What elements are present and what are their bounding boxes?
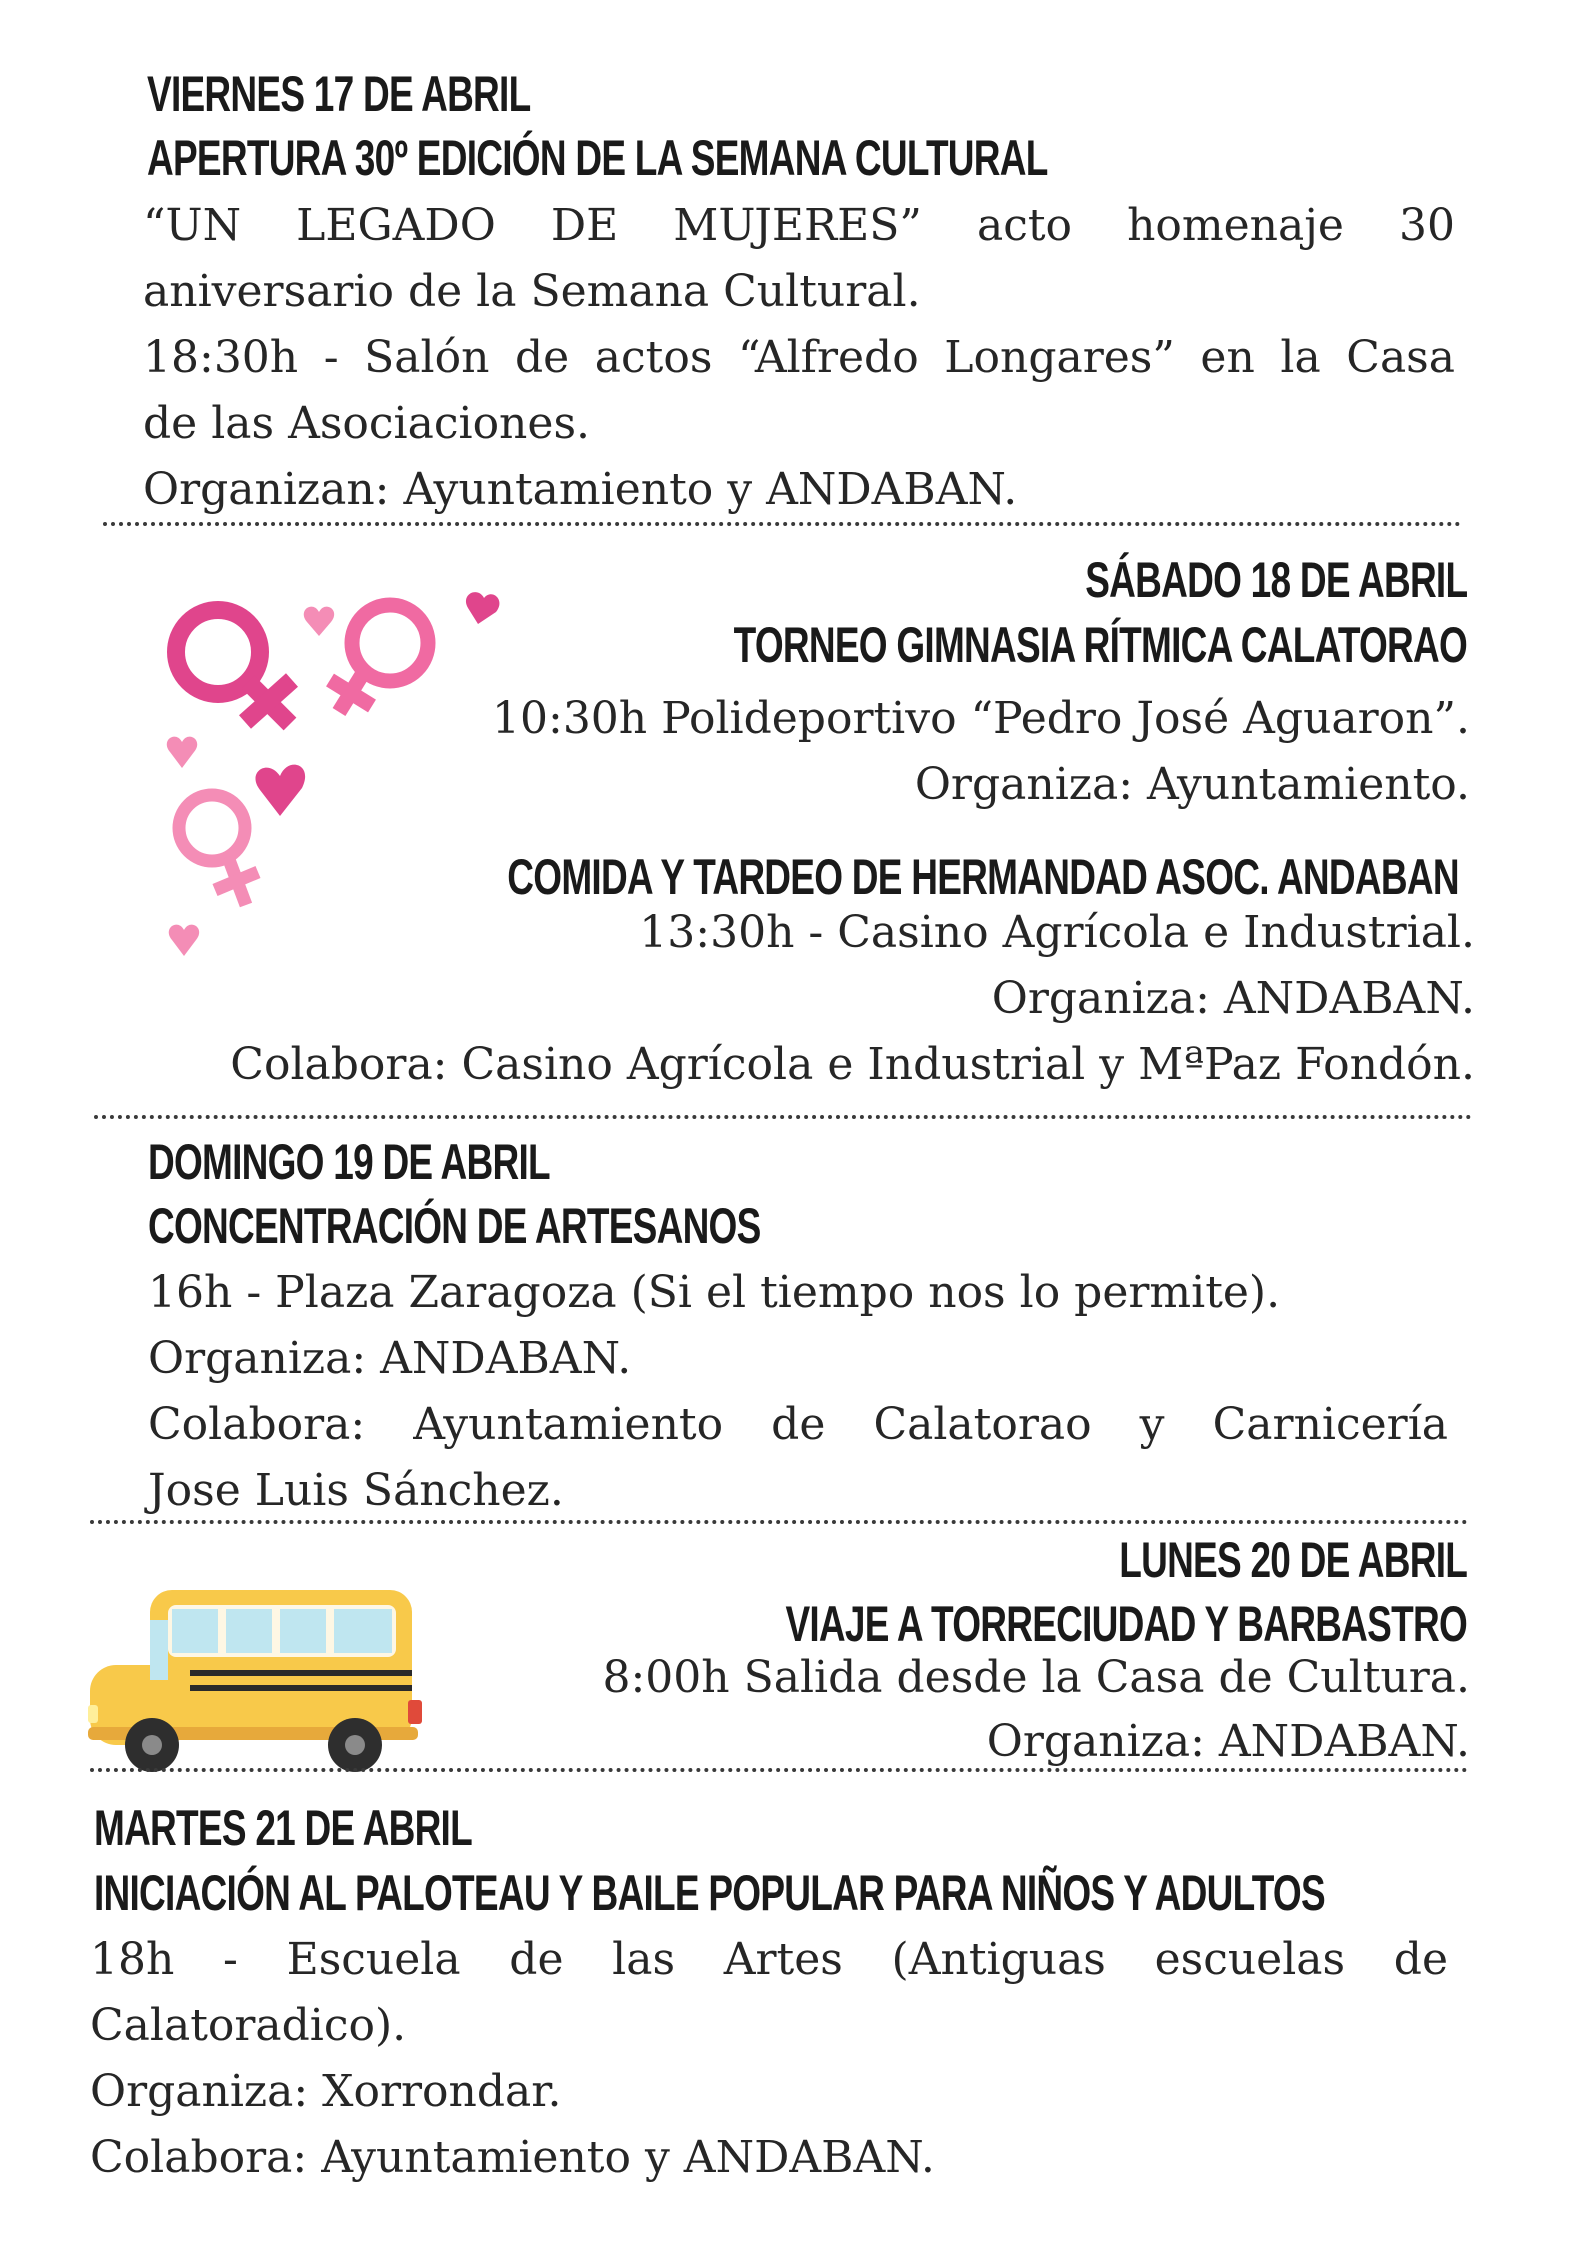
event-text-line: 18h - Escuela de las Artes (Antiguas escuelas de bbox=[90, 1934, 1448, 1985]
school-bus-icon bbox=[85, 1585, 430, 1780]
heart-icon bbox=[167, 737, 197, 768]
event-organizer: Organiza: ANDABAN. bbox=[986, 1716, 1470, 1767]
event-text-line: de las Asociaciones. bbox=[143, 398, 591, 449]
section-divider bbox=[103, 522, 1461, 526]
event-text-line: 18:30h - Salón de actos “Alfredo Longares” en la Casa bbox=[143, 332, 1455, 383]
event-text-line: Calatoradico). bbox=[90, 2000, 407, 2051]
event-collaborator: Colabora: Casino Agrícola e Industrial y MªPaz Fondón. bbox=[230, 1039, 1475, 1090]
event-title-paloteau: INICIACIÓN AL PALOTEAU Y BAILE POPULAR PARA NIÑOS Y ADULTOS bbox=[94, 1865, 1325, 1921]
event-text-line: 16h - Plaza Zaragoza (Si el tiempo nos lo permite). bbox=[148, 1267, 1281, 1318]
event-text-line: aniversario de la Semana Cultural. bbox=[143, 266, 921, 317]
event-organizer: Organizan: Ayuntamiento y ANDABAN. bbox=[143, 464, 1018, 515]
female-symbols-hearts-illustration bbox=[150, 585, 520, 975]
event-text-line: 13:30h - Casino Agrícola e Industrial. bbox=[639, 907, 1475, 958]
section-divider bbox=[94, 1115, 1472, 1119]
event-date-martes: MARTES 21 DE ABRIL bbox=[94, 1800, 472, 1856]
event-collaborator: Jose Luis Sánchez. bbox=[148, 1465, 564, 1516]
event-organizer: Organiza: ANDABAN. bbox=[148, 1333, 632, 1384]
section-divider bbox=[90, 1768, 1468, 1772]
event-text-line: “UN LEGADO DE MUJERES” acto homenaje 30 bbox=[143, 200, 1455, 251]
heart-icon bbox=[466, 592, 499, 624]
event-date-domingo: DOMINGO 19 DE ABRIL bbox=[148, 1134, 550, 1190]
female-symbol-icon bbox=[330, 605, 428, 712]
heart-icon bbox=[304, 607, 334, 636]
heart-icon bbox=[255, 765, 305, 816]
event-organizer: Organiza: ANDABAN. bbox=[991, 973, 1475, 1024]
female-symbol-icon bbox=[179, 795, 258, 905]
heart-icon bbox=[169, 925, 199, 956]
event-organizer: Organiza: Ayuntamiento. bbox=[914, 759, 1470, 810]
event-date-lunes: LUNES 20 DE ABRIL bbox=[1119, 1532, 1467, 1588]
event-title-viaje: VIAJE A TORRECIUDAD Y BARBASTRO bbox=[785, 1596, 1467, 1652]
event-collaborator: Colabora: Ayuntamiento y ANDABAN. bbox=[90, 2132, 935, 2183]
event-text-line: 10:30h Polideportivo “Pedro José Aguaron”. bbox=[492, 693, 1470, 744]
event-title-apertura: APERTURA 30º EDICIÓN DE LA SEMANA CULTURAL bbox=[147, 130, 1048, 186]
section-divider bbox=[90, 1520, 1468, 1524]
event-date-sabado: SÁBADO 18 DE ABRIL bbox=[1084, 552, 1467, 608]
event-collaborator: Colabora: Ayuntamiento de Calatorao y Carnicería bbox=[148, 1399, 1448, 1450]
event-organizer: Organiza: Xorrondar. bbox=[90, 2066, 562, 2117]
event-subtitle-comida: COMIDA Y TARDEO DE HERMANDAD ASOC. ANDABAN bbox=[507, 849, 1459, 905]
event-date-viernes: VIERNES 17 DE ABRIL bbox=[147, 66, 531, 122]
event-text-line: 8:00h Salida desde la Casa de Cultura. bbox=[602, 1652, 1470, 1703]
event-title-artesanos: CONCENTRACIÓN DE ARTESANOS bbox=[148, 1198, 761, 1254]
female-symbol-icon bbox=[176, 610, 292, 724]
event-title-torneo: TORNEO GIMNASIA RÍTMICA CALATORAO bbox=[733, 617, 1467, 673]
